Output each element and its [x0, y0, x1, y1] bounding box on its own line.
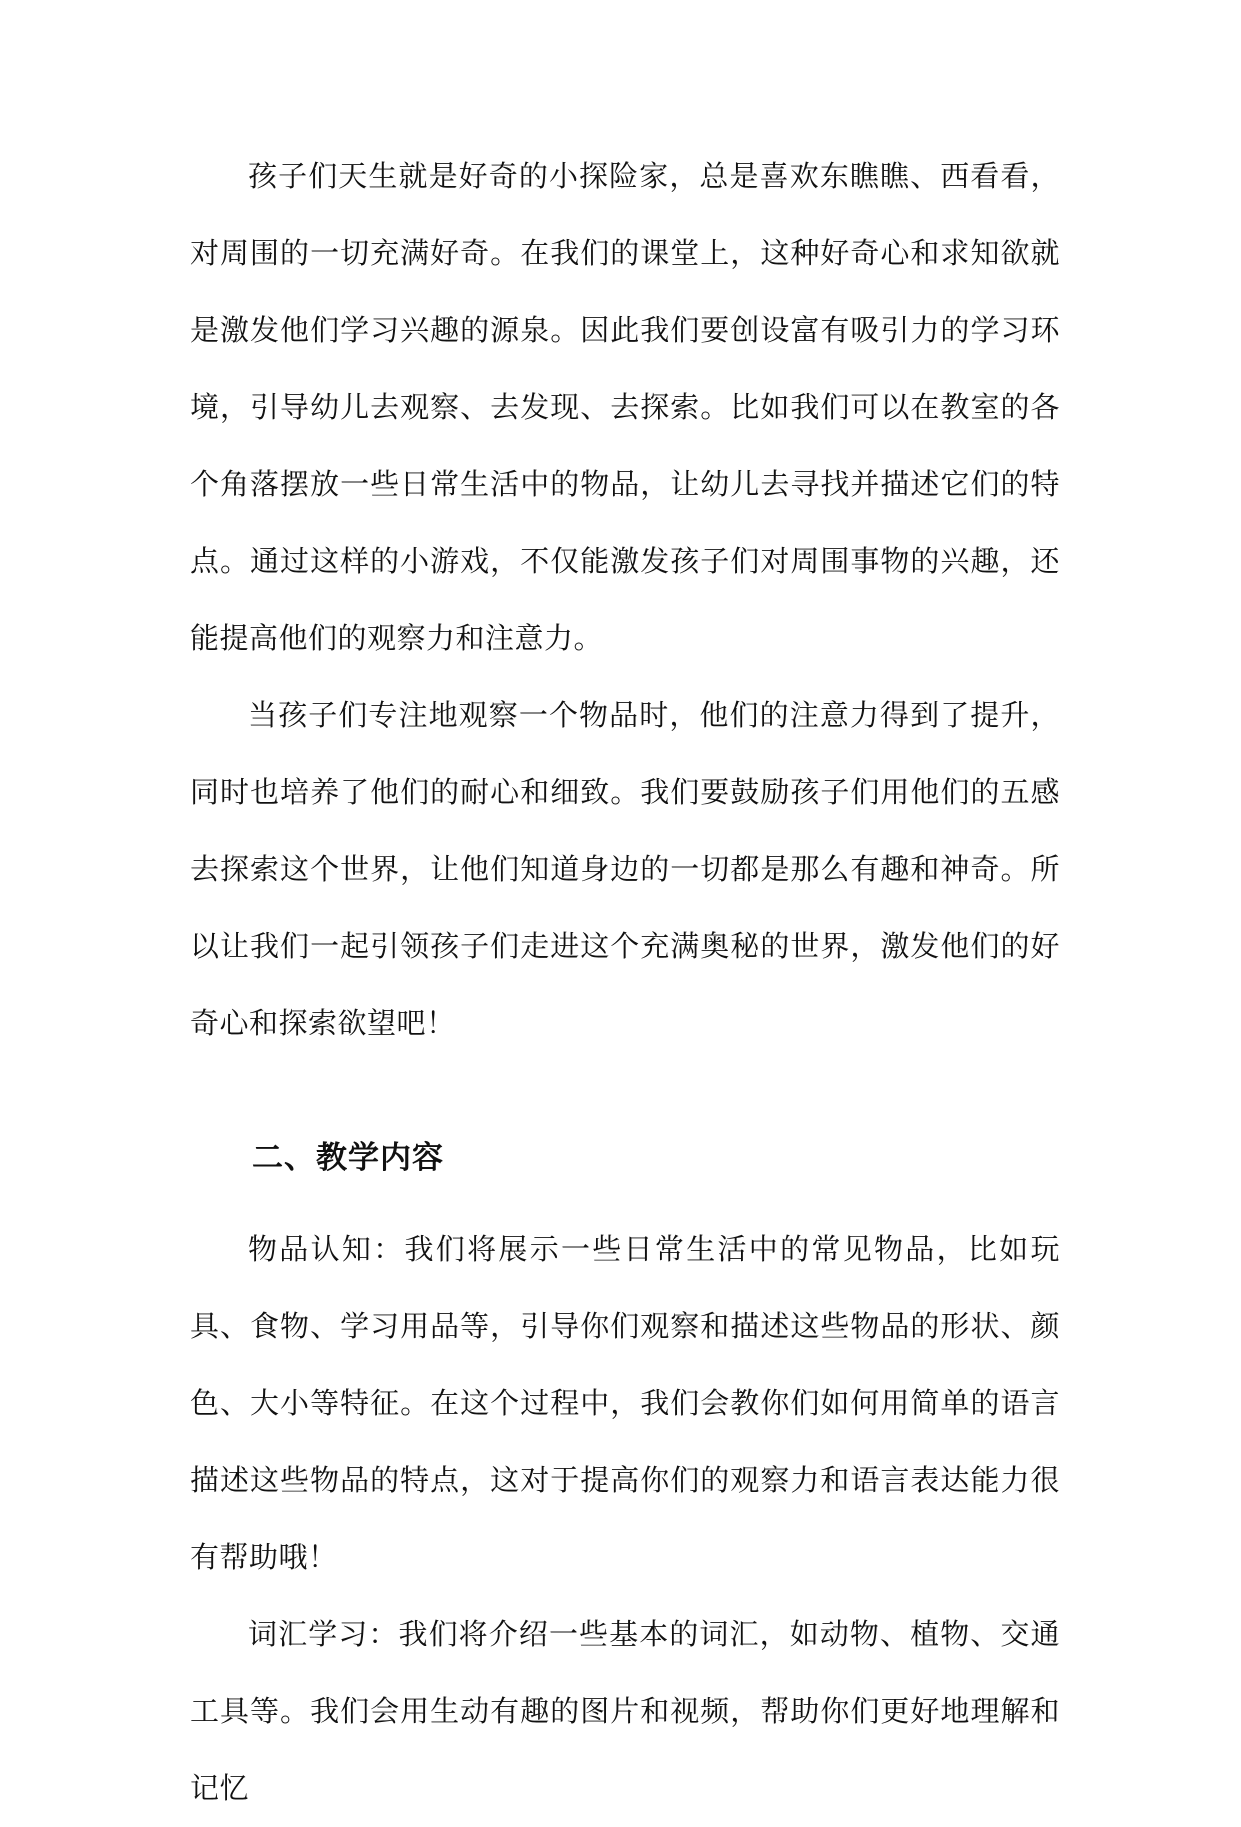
paragraph-object-recognition: 物品认知：我们将展示一些日常生活中的常见物品，比如玩具、食物、学习用品等，引导你们观察和描述这些物品的形状、颜色、大小等特征。在这个过程中，我们会教你们如何用简单的语言描述这些物品的特点，这对于提高你们的观察力和语言表达能力很有帮助哦！ — [190, 1232, 1060, 1574]
paragraph-vocabulary: 词汇学习：我们将介绍一些基本的词汇，如动物、植物、交通工具等。我们会用生动有趣的图片和视频，帮助你们更好地理解和记忆 — [190, 1617, 1060, 1805]
paragraph-attention: 当孩子们专注地观察一个物品时，他们的注意力得到了提升，同时也培养了他们的耐心和细致。我们要鼓励孩子们用他们的五感去探索这个世界，让他们知道身边的一切都是那么有趣和神奇。所以让我们一起引领孩子们走进这个充满奥秘的世界，激发他们的好奇心和探索欲望吧！ — [190, 698, 1060, 1040]
section-heading-teaching-content: 二、教学内容 — [252, 1140, 444, 1176]
document-body — [190, 138, 1060, 1827]
paragraph-curiosity-intro: 孩子们天生就是好奇的小探险家，总是喜欢东瞧瞧、西看看，对周围的一切充满好奇。在我们的课堂上，这种好奇心和求知欲就是激发他们学习兴趣的源泉。因此我们要创设富有吸引力的学习环境，引导幼儿去观察、去发现、去探索。比如我们可以在教室的各个角落摆放一些日常生活中的物品，让幼儿去寻找并描述它们的特点。通过这样的小游戏，不仅能激发孩子们对周围事物的兴趣，还能提高他们的观察力和注意力。 — [190, 159, 1060, 655]
